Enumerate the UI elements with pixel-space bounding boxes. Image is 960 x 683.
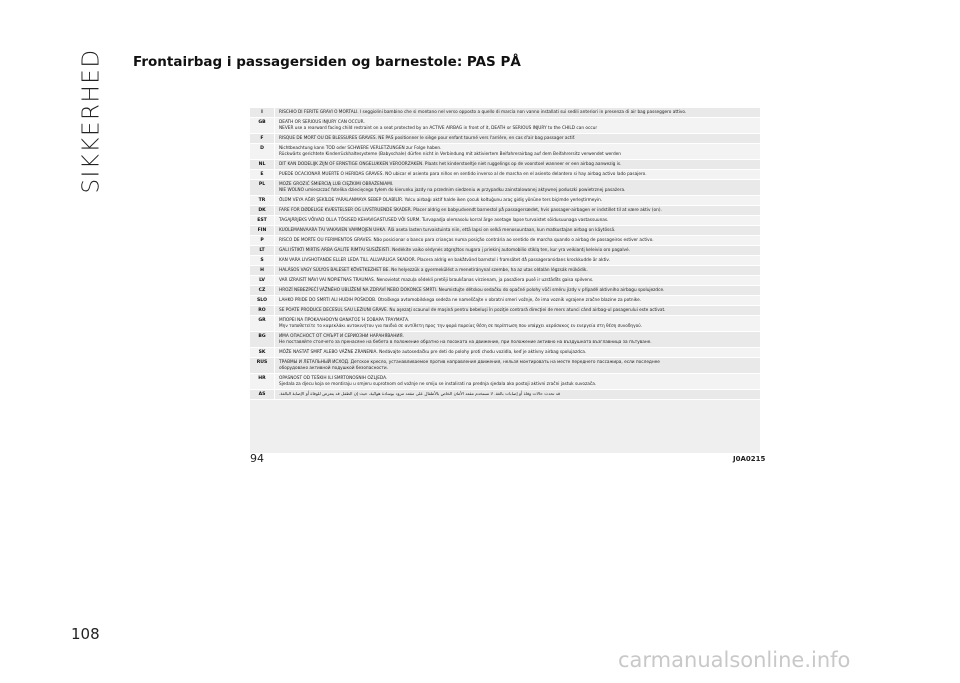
language-code: PL (250, 180, 275, 195)
warning-text (275, 390, 760, 399)
warning-text-line: TAGAJÄRJEKS VÕIVAD OLLA TÕSISED KEHAVIGASTUSED VÕI SURM. Turvapadja olemasolu korral ärge asetage lapse turvaistet sõidusuunaga vastassuunas. (279, 217, 609, 223)
language-code: EST (250, 216, 275, 225)
figure-page-reference: 94 (250, 452, 264, 465)
label-row (250, 358, 760, 374)
language-code: SK (250, 348, 275, 357)
warning-text (275, 196, 760, 205)
airbag-warning-label-figure (250, 108, 760, 453)
label-row (250, 236, 760, 246)
label-row (250, 296, 760, 306)
warning-text-line: Sjedala za djecu koja se montiraju u smjeru suprotnom od vožnje ne smiju se instalirati na prednja sjedala ako postoji aktivni zračni jastuk suvozača. (279, 381, 597, 387)
warning-text-line: HROZÍ NEBEZPEČÍ VÁŽNÉHO UBLÍŽENÍ NA ZDRAVÍ NEBO DOKONCE SMRTI. Neumisťujte dětskou sedačku do opačné polohy vůči směru jízdy v případě aktivního airbagu spolujezdce. (279, 287, 665, 293)
warning-text (275, 108, 760, 117)
section-title: SIKKERHED (79, 48, 106, 194)
warning-text (275, 246, 760, 255)
language-code: RUS (250, 358, 275, 373)
warning-text (275, 170, 760, 179)
language-code: LV (250, 276, 275, 285)
language-code: H (250, 266, 275, 275)
warning-text (275, 236, 760, 245)
language-code: NL (250, 160, 275, 169)
language-code: P (250, 236, 275, 245)
language-code: SLO (250, 296, 275, 305)
warning-text-line: PUEDE OCACIONAR MUERTE O HERIDAS GRAVES. NO ubicar el asiento para niños en sentido inverso al de marcha en el asiento delantero si hay airbag activo lado pasajero. (279, 171, 647, 177)
warning-text-line: OPASNOST OD TEŠKIH ILI SMRTONOSNIH OZLJEDA. (279, 375, 388, 381)
language-code: HR (250, 374, 275, 389)
label-row (250, 108, 760, 118)
warning-text (275, 296, 760, 305)
warning-text-line: GALI IŠTIKTI MIRTIS ARBA GALITE RIMTAI SUSIŽEISTI. Nedėkite vaiko sėdynės atgręžtos nugara į priekinį automobilio stiklą ten, kur yra veikiantį keleivio oro pagalvė. (279, 247, 631, 253)
warning-text-line: RISCHIO DI FERITE GRAVI O MORTALI. I seggiolini bambino che si montano nel verso opposto a quello di marcia non vanno installati sui sedili anteriori in presenza di air bag passeggero attivo. (279, 109, 687, 115)
language-code: BG (250, 332, 275, 347)
warning-text-line: ΜΠΟΡΕΙ ΝΑ ΠΡΟΚΑΛΗΘΟΥΝ ΘΑΝΑΤΟΣ Ή ΣΟΒΑΡΑ ΤΡΑΥΜΑΤΑ. (279, 317, 410, 323)
warning-text (275, 160, 760, 169)
warning-text (275, 306, 760, 315)
warning-text (275, 348, 760, 357)
label-row (250, 374, 760, 390)
warning-text (275, 144, 760, 159)
warning-text-line: Не поставяйте столчето за пренасяне на бебета в положение обратно на посоката на движение, при положение активно на въздушната възглавница за пътуване. (279, 339, 652, 345)
warning-text (275, 216, 760, 225)
label-row (250, 390, 760, 400)
warning-text-line: SE POATE PRODUCE DECESUL SAU LEZIUNI GRAVE. Nu aşezaţi scaunul de maşină pentru bebeluşi în poziţie contrară direcţiei de mers atunci când airbag-ul pasagerului este activat. (279, 307, 666, 313)
warning-text (275, 316, 760, 331)
label-row (250, 348, 760, 358)
label-row (250, 306, 760, 316)
watermark: carmanualsonline.info (618, 648, 851, 672)
label-row (250, 266, 760, 276)
warning-text-line: NIE WOLNO umieszczać fotelika dziecięcego tyłem do kierunku jazdy na przednim siedzeniu w przypadku zainstalowanej aktywnej poduszki powietrznej pasażera. (279, 187, 626, 193)
language-code: TR (250, 196, 275, 205)
label-row (250, 286, 760, 296)
warning-text-line: VAR IZRAISĪT NĀVI VAI NOPIETNAS TRAUMAS. Nenovietot mazuļa sēdekli pretēji braukšanas virzienam, ja pasažiera pusē ir uzstādīts gaisa spilvens. (279, 277, 594, 283)
language-code: F (250, 134, 275, 143)
warning-text-line: ИМА ОПАСНОСТ ОТ СМЪРТ И СЕРИОЗНИ НАРАНЯВАНИЯ. (279, 333, 404, 339)
warning-text-line: DEATH OR SERIOUS INJURY CAN OCCUR. (279, 119, 365, 125)
section-title-vertical (72, 48, 112, 194)
language-code: E (250, 170, 275, 179)
warning-text-line: FARE FOR DØDELIGE KVÆSTELSER OG LIVSTRUENDE SKADER. Placer aldrig en babyudvendt barnestol på passagersædet, hvis passager-airbagen er indstillet til at være aktiv (on). (279, 207, 662, 213)
warning-text-line: ТРАВМЫ И ЛЕТАЛЬНЫЙ ИСХОД. Детское кресло, устанавливаемое против направления движения, нельзя монтировать на месте переднего пассажира, если последнее (279, 359, 660, 365)
warning-text-line: KUOLEMANVAARA TAI VAKAVIEN VAMMOJEN UHKA. Älä aseta lasten turvaistuinta niin, että lapsi on selkä menosuuntaan, kun matkustajan airbag on käytössä. (279, 227, 616, 233)
warning-text-line: قد تحدث حالات وفاة أو إصابات بالغة. لا تستخدم مقعد الأمان الخاص بالأطفال على مقعد مزود بوسادة هوائية، حيث إن الطفل قد يتعرض للوفاة أو الإصابة البالغة. (279, 391, 561, 397)
warning-text (275, 374, 760, 389)
label-row (250, 276, 760, 286)
label-row (250, 216, 760, 226)
label-row (250, 180, 760, 196)
warning-text (275, 358, 760, 373)
warning-text (275, 134, 760, 143)
label-row (250, 246, 760, 256)
language-code: FIN (250, 226, 275, 235)
label-row (250, 332, 760, 348)
page-number: 108 (71, 625, 100, 643)
page-heading: Frontairbag i passagersiden og barnestole: PAS PÅ (133, 54, 521, 70)
warning-text-line: Μην τοποθετείτε το καρεκλάκι αυτοκινήτου για παιδιά σε αντίθετη προς την φορά πορείας θέση σε περίπτωση που υπάρχει αερόσακος εν ενεργεία στη θέση συνοδηγού. (279, 323, 643, 329)
label-row (250, 134, 760, 144)
warning-text-line: ÖLÜM VEYA AĞIR ŞEKİLDE YARALANMAYA SEBEP OLABİLİR. Yolcu airbağı aktif halde iken çocuk koltuğunu araç gidiş yönüne ters biçimde yerleştirmeyin. (279, 197, 603, 203)
warning-text (275, 180, 760, 195)
label-row (250, 206, 760, 216)
label-row (250, 144, 760, 160)
warning-text (275, 256, 760, 265)
label-row (250, 160, 760, 170)
label-row (250, 118, 760, 134)
warning-text-line: Rückwärts gerichtete Kinderrückhaltesysteme (Babyschale) dürfen nicht in Verbindung mit aktiviertem Beifahrerairbag auf dem Beifahrersitz verwendet werden (279, 151, 621, 157)
warning-text (275, 118, 760, 133)
label-row (250, 226, 760, 236)
warning-text (275, 286, 760, 295)
warning-text-line: HALÁSOS VAGY SÚLYOS BALESET KÖVETKEZHET BE. Ne helyezzük a gyermekülést a menetiránynal szembe, ha az utas oldalán légzsák működik. (279, 267, 588, 273)
warning-text (275, 206, 760, 215)
language-code: CZ (250, 286, 275, 295)
language-code: AS (250, 390, 275, 399)
warning-text-line: MÔŽE NASTAŤ SMRŤ ALEBO VÁŽNE ZRANENIA. Nedávajte autosedačku pre deti do polohy proti chodu vozidla, keď je aktívny airbag spolujazdca. (279, 349, 587, 355)
warning-text-line: RISCO DE MORTE OU FERIMENTOS GRAVES. Não posicionar o banco para crianças numa posição contrária ao sentido de marcha quando o airbag de passageiros estiver activo. (279, 237, 654, 243)
figure-code: J0A0215 (733, 455, 766, 463)
language-code: S (250, 256, 275, 265)
label-row (250, 316, 760, 332)
language-code: I (250, 108, 275, 117)
warning-text (275, 276, 760, 285)
warning-text (275, 332, 760, 347)
warning-text-line: RISQUE DE MORT OU DE BLESSURES GRAVES. NE PAS positionner le siège pour enfant tourné vers l'arrière, en cas d'air bag passager actif. (279, 135, 576, 141)
warning-text-line: DIT KAN DODELIJK ZIJN OF ERNSTIGE ONGELUKKEN VEROORZAKEN. Plaats het kinderstoeltje niet ruggelings op de voorstoel wanneer er een airbag aanwezig is. (279, 161, 622, 167)
label-row (250, 256, 760, 266)
warning-text-line: Nichtbeachtung kann TOD oder SCHWERE VERLETZUNGEN zur Folge haben. (279, 145, 442, 151)
warning-text-line: MOŻE GROZIĆ ŚMIERCIĄ LUB CIĘŻKIMI OBRAŻENIAMI. (279, 181, 394, 187)
language-code: RO (250, 306, 275, 315)
language-code: GB (250, 118, 275, 133)
warning-text-line: LAHKO PRIDE DO SMRTI ALI HUDIH POŠKODB. Otroškega avtomobilskega sedeža ne nameščajte v obratni smeri vožnje, če ima voznik vgrajene zračne blazine za potnike. (279, 297, 642, 303)
warning-text-line: оборудовано активной подушкой безопасности. (279, 365, 388, 371)
language-code: DK (250, 206, 275, 215)
warning-text-line: KAN VARA LIVSHOTANDE ELLER LEDA TILL ALLVARLIGA SKADOR. Placera aldrig en bakåtvänd barnstol i framsätet då passagerarsidans krockkudde är aktiv. (279, 257, 610, 263)
language-code: LT (250, 246, 275, 255)
language-code: GR (250, 316, 275, 331)
language-code: D (250, 144, 275, 159)
warning-text (275, 266, 760, 275)
warning-text (275, 226, 760, 235)
warning-text-line: NEVER use a rearward facing child restraint on a seat protected by an ACTIVE AIRBAG in front of it, DEATH or SERIOUS INJURY to the CHILD can occur (279, 125, 598, 131)
label-row (250, 170, 760, 180)
label-row (250, 196, 760, 206)
